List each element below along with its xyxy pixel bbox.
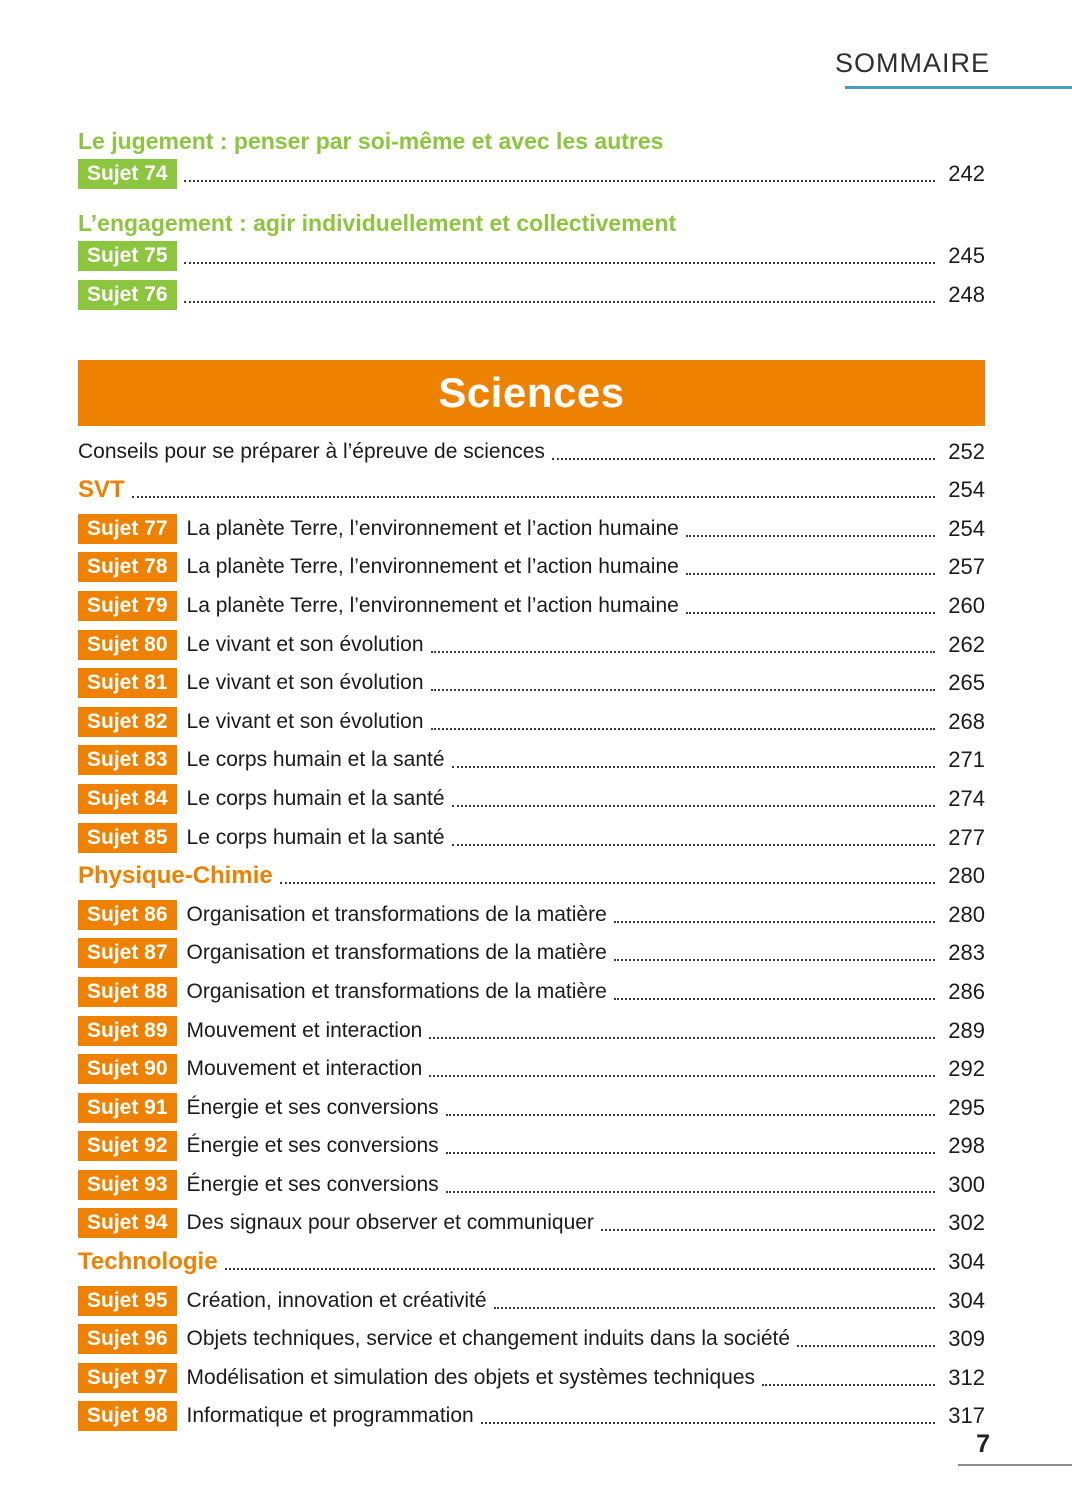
dotted-leader — [431, 728, 935, 730]
toc-entry — [78, 1054, 985, 1084]
page-number: 252 — [948, 438, 985, 464]
toc-entry-label: La planète Terre, l’environnement et l’action humaine — [186, 593, 679, 617]
toc-entry-label: Énergie et ses conversions — [186, 1134, 439, 1158]
toc-entry — [78, 1016, 985, 1046]
sujet-badge: Sujet 79 — [78, 591, 177, 621]
toc-entry-label: Énergie et ses conversions — [186, 1172, 439, 1196]
toc-entry — [78, 437, 985, 467]
page-number: 274 — [948, 785, 985, 811]
sujet-badge: Sujet 97 — [78, 1363, 177, 1393]
page-number: 254 — [948, 515, 985, 541]
sujet-badge: Sujet 87 — [78, 938, 177, 968]
dotted-leader — [452, 766, 935, 768]
toc-entry — [78, 1286, 985, 1316]
toc-entry — [78, 1401, 985, 1431]
toc-entry-label: Mouvement et interaction — [186, 1018, 423, 1042]
toc-entry-label: Énergie et ses conversions — [186, 1095, 439, 1119]
sujet-badge: Sujet 74 — [78, 159, 177, 189]
toc-entry — [78, 707, 985, 737]
page-number: 312 — [948, 1364, 985, 1390]
dotted-leader — [762, 1384, 935, 1386]
dotted-leader — [494, 1307, 935, 1309]
sujet-badge: Sujet 75 — [78, 241, 177, 271]
sciences-entries — [78, 437, 985, 1432]
dotted-leader — [446, 1191, 935, 1193]
toc-entry-label: Des signaux pour observer et communiquer — [186, 1211, 594, 1235]
dotted-leader — [446, 1114, 935, 1116]
sujet-badge: Sujet 85 — [78, 823, 177, 853]
toc-entry — [78, 159, 985, 189]
sujet-badge: Sujet 89 — [78, 1016, 177, 1046]
toc-entry — [78, 1170, 985, 1200]
toc-entry-label: Le corps humain et la santé — [186, 748, 445, 772]
dotted-leader — [552, 458, 935, 460]
toc-entry — [78, 630, 985, 660]
dotted-leader — [184, 180, 935, 182]
sujet-badge: Sujet 81 — [78, 668, 177, 698]
dotted-leader — [452, 844, 935, 846]
dotted-leader — [686, 535, 935, 537]
toc-entry-label: Conseils pour se préparer à l’épreuve de sciences — [78, 439, 545, 463]
page-number: 295 — [948, 1094, 985, 1120]
toc-entry-label: La planète Terre, l’environnement et l’action humaine — [186, 555, 679, 579]
sujet-badge: Sujet 76 — [78, 280, 177, 310]
page-number: 262 — [948, 631, 985, 657]
footer-rule — [958, 1464, 1072, 1466]
sujet-badge: Sujet 95 — [78, 1286, 177, 1316]
toc-content — [78, 128, 985, 1440]
page-number: 309 — [948, 1326, 985, 1352]
toc-entry — [78, 280, 985, 310]
sciences-banner — [78, 360, 985, 426]
dotted-leader — [280, 882, 935, 884]
sujet-badge: Sujet 83 — [78, 745, 177, 775]
dotted-leader — [446, 1152, 935, 1154]
toc-entry — [78, 1093, 985, 1123]
section-title: Physique-Chimie — [78, 862, 273, 890]
section-title: SVT — [78, 476, 125, 504]
toc-entry-label: Création, innovation et créativité — [186, 1288, 487, 1312]
page-number: 280 — [948, 863, 985, 889]
toc-entry — [78, 514, 985, 544]
sujet-badge: Sujet 80 — [78, 630, 177, 660]
toc-entry-label: Le vivant et son évolution — [186, 671, 424, 695]
page-number: 289 — [948, 1017, 985, 1043]
page-number: 277 — [948, 824, 985, 850]
page-number: 317 — [948, 1403, 985, 1429]
page-number: 298 — [948, 1133, 985, 1159]
page-number: 248 — [948, 281, 985, 307]
page-number: 254 — [948, 477, 985, 503]
page-number: 304 — [948, 1287, 985, 1313]
page-number: 257 — [948, 554, 985, 580]
group-heading: Le jugement : penser par soi-même et avec les autres — [78, 128, 664, 154]
page-number: 304 — [948, 1249, 985, 1275]
page-number: 268 — [948, 708, 985, 734]
sujet-badge: Sujet 94 — [78, 1208, 177, 1238]
dotted-leader — [184, 262, 935, 264]
dotted-leader — [429, 1075, 935, 1077]
sujet-badge: Sujet 84 — [78, 784, 177, 814]
toc-entry-label: Le corps humain et la santé — [186, 786, 445, 810]
dotted-leader — [431, 651, 935, 653]
sujet-badge: Sujet 77 — [78, 514, 177, 544]
sciences-banner-label: Sciences — [438, 368, 625, 416]
page-number-footer: 7 — [976, 1430, 990, 1458]
toc-entry — [78, 475, 985, 505]
section-title: Technologie — [78, 1248, 218, 1276]
dotted-leader — [429, 1037, 935, 1039]
dotted-leader — [614, 998, 935, 1000]
sujet-badge: Sujet 93 — [78, 1170, 177, 1200]
sujet-badge: Sujet 88 — [78, 977, 177, 1007]
page-number: 265 — [948, 670, 985, 696]
toc-entry-label: Mouvement et interaction — [186, 1057, 423, 1081]
toc-entry — [78, 823, 985, 853]
page-header-title: SOMMAIRE — [834, 48, 990, 78]
sujet-badge: Sujet 98 — [78, 1401, 177, 1431]
dotted-leader — [601, 1229, 935, 1231]
toc-entry — [78, 1208, 985, 1238]
toc-entry — [78, 1324, 985, 1354]
toc-entry-label: Informatique et programmation — [186, 1404, 474, 1428]
toc-entry-label: Organisation et transformations de la matière — [186, 941, 607, 965]
dotted-leader — [614, 921, 935, 923]
toc-entry-label: Le vivant et son évolution — [186, 632, 424, 656]
sujet-badge: Sujet 86 — [78, 900, 177, 930]
dotted-leader — [184, 301, 935, 303]
toc-entry — [78, 591, 985, 621]
dotted-leader — [686, 612, 935, 614]
dotted-leader — [797, 1345, 935, 1347]
page-number: 242 — [948, 161, 985, 186]
header-rule — [845, 86, 1072, 89]
sujet-badge: Sujet 92 — [78, 1131, 177, 1161]
sujet-badge: Sujet 91 — [78, 1093, 177, 1123]
toc-entry-label: Organisation et transformations de la matière — [186, 902, 607, 926]
toc-entry — [78, 1363, 985, 1393]
toc-entry-label: Modélisation et simulation des objets et systèmes techniques — [186, 1365, 756, 1389]
sujet-badge: Sujet 82 — [78, 707, 177, 737]
toc-entry — [78, 1131, 985, 1161]
toc-entry — [78, 668, 985, 698]
toc-entry-label: Le corps humain et la santé — [186, 825, 445, 849]
group-heading: L’engagement : agir individuellement et collectivement — [78, 210, 677, 236]
toc-entry-label: Objets techniques, service et changement induits dans la société — [186, 1327, 791, 1351]
dotted-leader — [452, 805, 935, 807]
toc-entry — [78, 745, 985, 775]
toc-entry — [78, 784, 985, 814]
toc-entry — [78, 1247, 985, 1277]
philosophy-entries — [78, 128, 985, 310]
dotted-leader — [481, 1422, 935, 1424]
page-number: 245 — [948, 243, 985, 268]
page-number: 302 — [948, 1210, 985, 1236]
toc-entry — [78, 938, 985, 968]
page-number: 280 — [948, 901, 985, 927]
page-number: 260 — [948, 592, 985, 618]
dotted-leader — [225, 1268, 935, 1270]
dotted-leader — [132, 496, 935, 498]
toc-entry-label: Organisation et transformations de la matière — [186, 979, 607, 1003]
toc-entry — [78, 977, 985, 1007]
toc-entry — [78, 552, 985, 582]
sujet-badge: Sujet 90 — [78, 1054, 177, 1084]
dotted-leader — [686, 573, 935, 575]
dotted-leader — [431, 689, 935, 691]
toc-entry — [78, 861, 985, 891]
page-number: 300 — [948, 1171, 985, 1197]
toc-entry — [78, 900, 985, 930]
page-number: 283 — [948, 940, 985, 966]
sujet-badge: Sujet 96 — [78, 1324, 177, 1354]
toc-entry-label: Le vivant et son évolution — [186, 709, 424, 733]
sujet-badge: Sujet 78 — [78, 552, 177, 582]
toc-entry-label: La planète Terre, l’environnement et l’action humaine — [186, 516, 679, 540]
dotted-leader — [614, 959, 935, 961]
page-number: 292 — [948, 1056, 985, 1082]
page-number: 271 — [948, 747, 985, 773]
toc-entry — [78, 241, 985, 271]
page-number: 286 — [948, 978, 985, 1004]
